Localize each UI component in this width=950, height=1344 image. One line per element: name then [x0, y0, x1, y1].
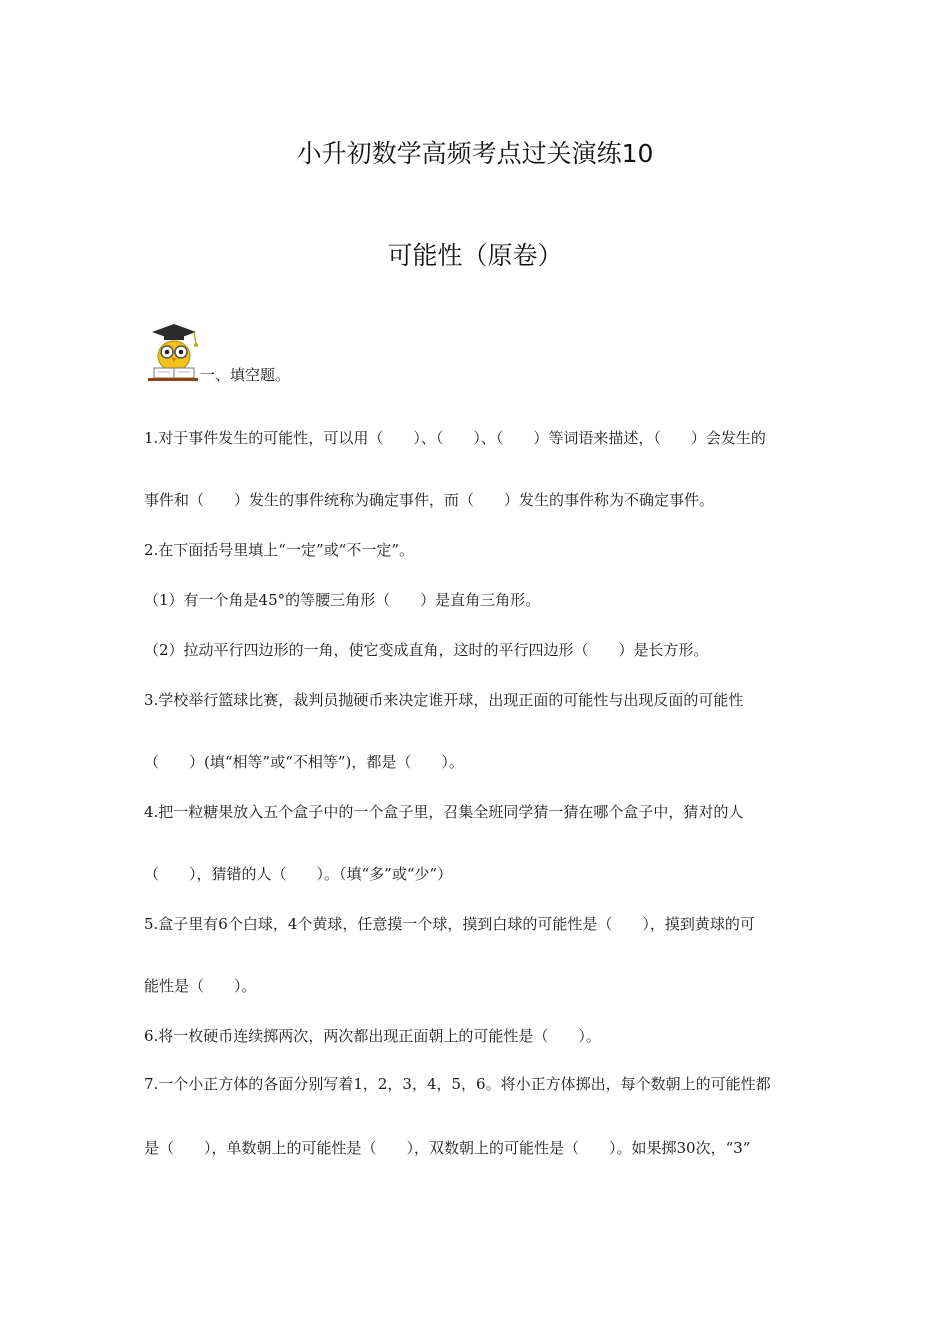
question-line: （ ）(填“相等”或“不相等”)，都是（ ）。 — [144, 753, 464, 771]
question-line: 事件和（ ）发生的事件统称为确定事件，而（ ）发生的事件称为不确定事件。 — [144, 491, 715, 509]
section-header — [144, 322, 444, 382]
question-line: （ ），猜错的人（ ）。（填“多”或“少”） — [144, 865, 453, 883]
question-line: （1）有一个角是45°的等腰三角形（ ）是直角三角形。 — [144, 591, 541, 609]
section-label: 一、填空题。 — [200, 366, 291, 384]
question-line: 5.盒子里有6个白球，4个黄球，任意摸一个球，摸到白球的可能性是（ ），摸到黄球的可 — [144, 915, 755, 933]
page-title: 小升初数学高频考点过关演练10 — [296, 139, 654, 168]
owl-scholar-icon — [144, 322, 200, 382]
question-line: 7.一个小正方体的各面分别写着1，2，3，4，5，6。将小正方体掷出，每个数朝上的可能性都 — [144, 1075, 771, 1093]
question-line: 能性是（ ）。 — [144, 977, 257, 995]
question-line: 3.学校举行篮球比赛，裁判员抛硬币来决定谁开球，出现正面的可能性与出现反面的可能性 — [144, 691, 744, 709]
question-line: （2）拉动平行四边形的一角，使它变成直角，这时的平行四边形（ ）是长方形。 — [144, 641, 709, 659]
question-line: 2.在下面括号里填上“一定”或“不一定”。 — [144, 541, 414, 559]
question-line: 1.对于事件发生的可能性，可以用（ ）、（ ）、（ ）等词语来描述，（ ）会发生的 — [144, 429, 766, 447]
question-line: 6.将一枚硬币连续掷两次，两次都出现正面朝上的可能性是（ ）。 — [144, 1027, 601, 1045]
question-line: 4.把一粒糖果放入五个盒子中的一个盒子里，召集全班同学猜一猜在哪个盒子中，猜对的人 — [144, 803, 744, 821]
page-subtitle: 可能性（原卷） — [387, 241, 563, 270]
question-line: 是（ ），单数朝上的可能性是（ ），双数朝上的可能性是（ ）。如果掷30次，“3” — [144, 1139, 751, 1157]
